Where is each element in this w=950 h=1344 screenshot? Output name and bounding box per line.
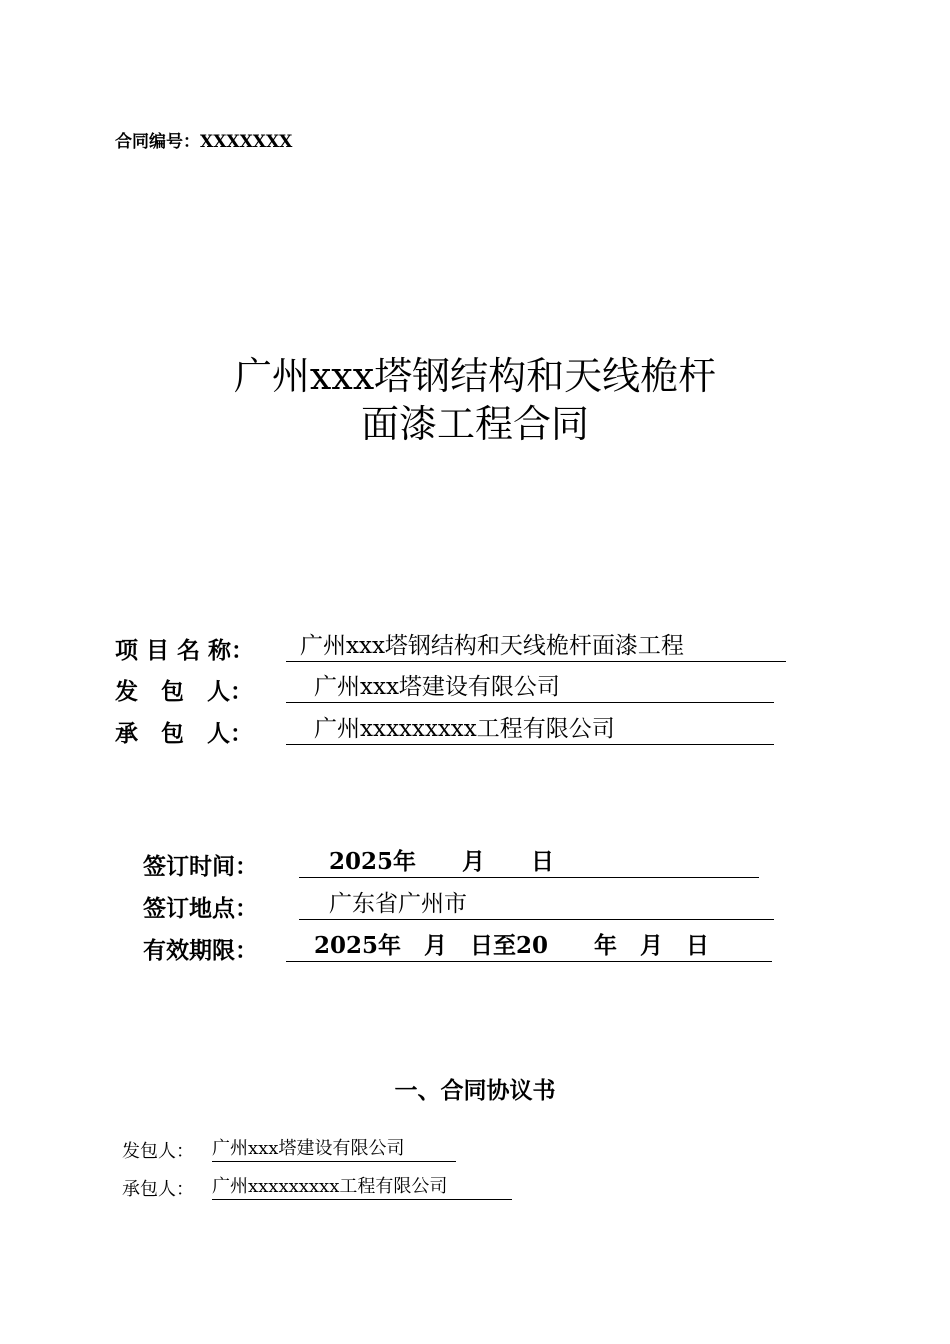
employer-value: 广州xxx塔建设有限公司 (286, 671, 774, 703)
signing-place-value: 广东省广州市 (299, 888, 774, 920)
signing-time-label: 签订时间： (143, 853, 258, 880)
section-title: 一、合同协议书 (394, 1077, 556, 1104)
contractor-label: 承 包 人： (115, 720, 253, 747)
project-name-value: 广州xxx塔钢结构和天线桅杆面漆工程 (286, 630, 786, 662)
agreement-employer-value: 广州xxx塔建设有限公司 (212, 1137, 456, 1162)
agreement-contractor-value: 广州xxxxxxxxx工程有限公司 (212, 1175, 512, 1200)
project-name-label: 项 目 名 称： (115, 637, 255, 664)
document-title-line2: 面漆工程合同 (360, 402, 589, 446)
employer-label: 发 包 人： (115, 678, 253, 705)
validity-value: 2025年 月 日至20 年 月 日 (286, 930, 772, 962)
signing-place-label: 签订地点： (143, 895, 258, 922)
signing-time-value: 2025年 月 日 (299, 846, 759, 878)
agreement-employer-label: 发包人： (122, 1141, 194, 1162)
agreement-contractor-label: 承包人： (122, 1179, 194, 1200)
validity-label: 有效期限： (143, 937, 258, 964)
contractor-value: 广州xxxxxxxxx工程有限公司 (286, 713, 774, 745)
document-title-line1: 广州xxx塔钢结构和天线桅杆 (233, 354, 717, 398)
contract-number: 合同编号：XXXXXXX (115, 132, 293, 152)
